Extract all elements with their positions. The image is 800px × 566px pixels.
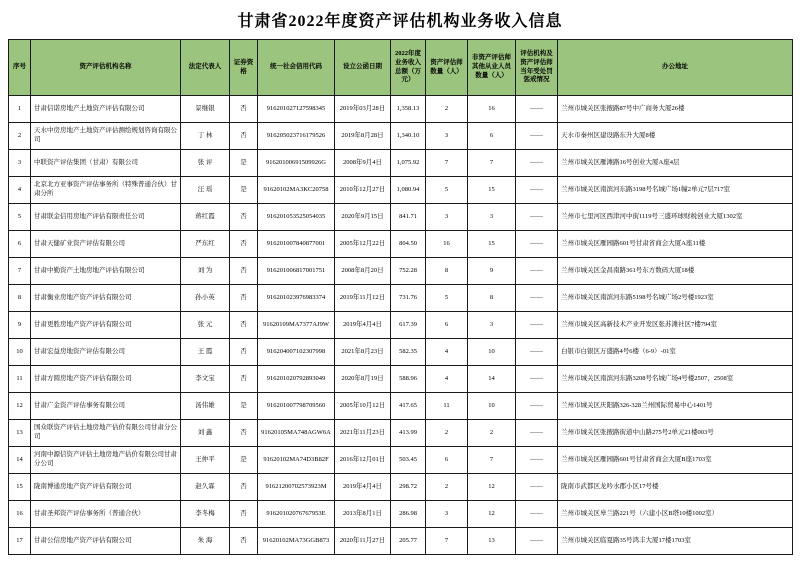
cell-legal-rep: 李冬梅 xyxy=(181,501,230,528)
cell-punishment-status: —— xyxy=(516,177,558,204)
cell-credit-code: 91620102MA3KC20758 xyxy=(258,177,335,204)
cell-org-name: 北京北方亚事资产评估事务所（特殊普通合伙）甘肃分所 xyxy=(31,177,181,204)
cell-appraiser-count: 5 xyxy=(426,177,468,204)
cell-securities-qualification: 否 xyxy=(230,501,258,528)
cell-legal-rep: 刘 为 xyxy=(181,258,230,285)
cell-appraiser-count: 3 xyxy=(426,123,468,150)
cell-appraiser-count: 4 xyxy=(426,366,468,393)
cell-establish-date: 2020年8月19日 xyxy=(335,366,391,393)
table-body xyxy=(9,96,793,555)
cell-securities-qualification: 否 xyxy=(230,528,258,555)
cell-org-name: 甘肃公信房地产资产评估有限公司 xyxy=(31,528,181,555)
cell-securities-qualification: 是 xyxy=(230,177,258,204)
cell-office-address: 兰州市城关区南滨河东路5198号名城广场2号楼1923室 xyxy=(558,285,793,312)
cell-credit-code: 91620105MA748AGW6A xyxy=(258,420,335,447)
cell-legal-rep: 汤伟雄 xyxy=(181,393,230,420)
cell-establish-date: 2005年12月22日 xyxy=(335,231,391,258)
cell-credit-code: 916201006817001751 xyxy=(258,258,335,285)
cell-establish-date: 2010年12月27日 xyxy=(335,177,391,204)
business-income-table xyxy=(8,39,793,555)
cell-securities-qualification: 否 xyxy=(230,123,258,150)
table-row xyxy=(9,258,793,285)
cell-securities-qualification: 是 xyxy=(230,447,258,474)
cell-securities-qualification: 否 xyxy=(230,231,258,258)
cell-appraiser-count: 3 xyxy=(426,501,468,528)
cell-securities-qualification: 否 xyxy=(230,339,258,366)
cell-punishment-status: —— xyxy=(516,393,558,420)
cell-org-name: 甘肃信诺房地产土地资产评估有限公司 xyxy=(31,96,181,123)
cell-other-staff-count: 3 xyxy=(468,204,516,231)
cell-other-staff-count: 15 xyxy=(468,177,516,204)
cell-appraiser-count: 2 xyxy=(426,474,468,501)
cell-office-address: 兰州市城关区雁园路601号甘肃省商会大厦A座11楼 xyxy=(558,231,793,258)
cell-org-name: 甘肃圣邦资产评估事务所（普通合伙） xyxy=(31,501,181,528)
cell-establish-date: 2019年4月4日 xyxy=(335,312,391,339)
cell-office-address: 兰州市城关区南滨河东路3198号名城广场1幢2单元7层717室 xyxy=(558,177,793,204)
cell-credit-code: 916201020792893049 xyxy=(258,366,335,393)
header-row xyxy=(9,40,793,96)
cell-credit-code: 91620102MA73GGB873 xyxy=(258,528,335,555)
cell-appraiser-count: 3 xyxy=(426,204,468,231)
page-title: 甘肃省2022年度资产评估机构业务收入信息 xyxy=(237,13,563,30)
cell-legal-rep: 李文宝 xyxy=(181,366,230,393)
cell-establish-date: 2020年11月27日 xyxy=(335,528,391,555)
cell-office-address: 兰州市城关区张掖路87号中广商务大厦26楼 xyxy=(558,96,793,123)
cell-org-name: 甘肃联金信用房地产评估有限责任公司 xyxy=(31,204,181,231)
cell-income-total: 1,358.13 xyxy=(391,96,426,123)
table-row xyxy=(9,204,793,231)
cell-org-name: 国众联资产评估土地房地产估价有限公司甘肃分公司 xyxy=(31,420,181,447)
cell-other-staff-count: 6 xyxy=(468,123,516,150)
table-row xyxy=(9,285,793,312)
cell-office-address: 白银市白银区万盛路4号6楼（6-9）-01室 xyxy=(558,339,793,366)
cell-other-staff-count: 8 xyxy=(468,285,516,312)
cell-legal-rep: 丁 林 xyxy=(181,123,230,150)
column-header: 序号 xyxy=(9,40,31,96)
cell-securities-qualification: 否 xyxy=(230,285,258,312)
column-header: 评估机构及资产评估师当年受处罚惩戒情况 xyxy=(516,40,558,96)
cell-seq: 17 xyxy=(9,528,31,555)
cell-org-name: 甘肃中勤资产土地房地产评估有限公司 xyxy=(31,258,181,285)
cell-legal-rep: 蒋红霞 xyxy=(181,204,230,231)
cell-seq: 8 xyxy=(9,285,31,312)
cell-income-total: 417.65 xyxy=(391,393,426,420)
cell-income-total: 503.45 xyxy=(391,447,426,474)
column-header: 非资产评估师其他从业人员数量（人） xyxy=(468,40,516,96)
table-row xyxy=(9,420,793,447)
cell-establish-date: 2008年9月4日 xyxy=(335,150,391,177)
cell-punishment-status: —— xyxy=(516,150,558,177)
cell-other-staff-count: 9 xyxy=(468,258,516,285)
cell-punishment-status: —— xyxy=(516,366,558,393)
cell-seq: 3 xyxy=(9,150,31,177)
cell-securities-qualification: 否 xyxy=(230,258,258,285)
cell-income-total: 286.98 xyxy=(391,501,426,528)
cell-punishment-status: —— xyxy=(516,447,558,474)
cell-seq: 6 xyxy=(9,231,31,258)
cell-appraiser-count: 6 xyxy=(426,312,468,339)
cell-credit-code: 91620100691509926G xyxy=(258,150,335,177)
cell-establish-date: 2020年9月15日 xyxy=(335,204,391,231)
cell-other-staff-count: 3 xyxy=(468,312,516,339)
cell-credit-code: 916201053525054035 xyxy=(258,204,335,231)
cell-credit-code: 916201007840877001 xyxy=(258,231,335,258)
cell-establish-date: 2016年12月01日 xyxy=(335,447,391,474)
table-row xyxy=(9,501,793,528)
cell-appraiser-count: 2 xyxy=(426,420,468,447)
column-header: 办公地址 xyxy=(558,40,793,96)
cell-credit-code: 91620102076767953E xyxy=(258,501,335,528)
cell-other-staff-count: 10 xyxy=(468,393,516,420)
cell-appraiser-count: 6 xyxy=(426,447,468,474)
table-row xyxy=(9,528,793,555)
cell-punishment-status: —— xyxy=(516,420,558,447)
cell-other-staff-count: 2 xyxy=(468,420,516,447)
cell-income-total: 841.71 xyxy=(391,204,426,231)
cell-seq: 14 xyxy=(9,447,31,474)
cell-punishment-status: —— xyxy=(516,474,558,501)
cell-office-address: 兰州市城关区金昌南路361号东方数码大厦18楼 xyxy=(558,258,793,285)
cell-office-address: 兰州市城关区雁滩路16号创业大厦A座4层 xyxy=(558,150,793,177)
cell-punishment-status: —— xyxy=(516,231,558,258)
cell-other-staff-count: 7 xyxy=(468,150,516,177)
column-header: 资产评估机构名称 xyxy=(31,40,181,96)
cell-punishment-status: —— xyxy=(516,96,558,123)
cell-office-address: 兰州市城关区南滨河东路3208号名城广场4号楼2507、2508室 xyxy=(558,366,793,393)
cell-income-total: 752.28 xyxy=(391,258,426,285)
cell-securities-qualification: 是 xyxy=(230,150,258,177)
cell-office-address: 兰州市城关区高新技术产业开发区张苏滩社区7楼794室 xyxy=(558,312,793,339)
column-header: 设立公函日期 xyxy=(335,40,391,96)
cell-legal-rep: 张 元 xyxy=(181,312,230,339)
cell-appraiser-count: 11 xyxy=(426,393,468,420)
cell-seq: 2 xyxy=(9,123,31,150)
cell-establish-date: 2021年11月23日 xyxy=(335,420,391,447)
table-header xyxy=(9,40,793,96)
cell-establish-date: 2005年10月12日 xyxy=(335,393,391,420)
cell-credit-code: 916205023716179526 xyxy=(258,123,335,150)
cell-legal-rep: 赵久霖 xyxy=(181,474,230,501)
cell-appraiser-count: 8 xyxy=(426,258,468,285)
cell-seq: 15 xyxy=(9,474,31,501)
cell-establish-date: 2013年8月1日 xyxy=(335,501,391,528)
cell-org-name: 甘肃广金资产评估事务有限公司 xyxy=(31,393,181,420)
cell-income-total: 298.72 xyxy=(391,474,426,501)
cell-other-staff-count: 12 xyxy=(468,501,516,528)
cell-office-address: 天水市秦州区建设路东升大厦8楼 xyxy=(558,123,793,150)
cell-appraiser-count: 7 xyxy=(426,528,468,555)
cell-legal-rep: 严东红 xyxy=(181,231,230,258)
cell-office-address: 兰州市七里河区西津河中街1119号三盛环球财税创业大厦1302室 xyxy=(558,204,793,231)
table-row xyxy=(9,393,793,420)
cell-securities-qualification: 否 xyxy=(230,366,258,393)
cell-appraiser-count: 2 xyxy=(426,96,468,123)
cell-credit-code: 91620102MA74D3B82F xyxy=(258,447,335,474)
cell-org-name: 甘肃更胜房地产资产评估有限公司 xyxy=(31,312,181,339)
table-row xyxy=(9,150,793,177)
cell-other-staff-count: 10 xyxy=(468,339,516,366)
cell-punishment-status: —— xyxy=(516,258,558,285)
table-row xyxy=(9,474,793,501)
table-row xyxy=(9,312,793,339)
cell-punishment-status: —— xyxy=(516,339,558,366)
cell-org-name: 甘肃衡业房地产资产评估有限公司 xyxy=(31,285,181,312)
cell-income-total: 804.50 xyxy=(391,231,426,258)
cell-org-name: 陇南博通房地产资产评估有限公司 xyxy=(31,474,181,501)
cell-income-total: 582.35 xyxy=(391,339,426,366)
cell-seq: 12 xyxy=(9,393,31,420)
cell-establish-date: 2019年11月12日 xyxy=(335,285,391,312)
table-row xyxy=(9,366,793,393)
cell-seq: 16 xyxy=(9,501,31,528)
cell-securities-qualification: 否 xyxy=(230,474,258,501)
cell-income-total: 1,340.10 xyxy=(391,123,426,150)
cell-securities-qualification: 是 xyxy=(230,393,258,420)
cell-other-staff-count: 7 xyxy=(468,447,516,474)
cell-other-staff-count: 13 xyxy=(468,528,516,555)
cell-credit-code: 916201023976983374 xyxy=(258,285,335,312)
cell-office-address: 兰州市城关区皋兰路221号（六建小区B塔10楼1002室） xyxy=(558,501,793,528)
column-header: 统一社会信用代码 xyxy=(258,40,335,96)
cell-other-staff-count: 12 xyxy=(468,474,516,501)
cell-appraiser-count: 5 xyxy=(426,285,468,312)
cell-office-address: 陇南市武都区龙吟水郡小区17号楼 xyxy=(558,474,793,501)
cell-securities-qualification: 否 xyxy=(230,312,258,339)
cell-seq: 10 xyxy=(9,339,31,366)
cell-legal-rep: 汪 瑶 xyxy=(181,177,230,204)
table-row xyxy=(9,447,793,474)
cell-punishment-status: —— xyxy=(516,123,558,150)
cell-income-total: 588.96 xyxy=(391,366,426,393)
cell-org-name: 甘肃宏益房地资产评估有限公司 xyxy=(31,339,181,366)
table-row xyxy=(9,231,793,258)
cell-seq: 9 xyxy=(9,312,31,339)
column-header: 资产评估师数量（人） xyxy=(426,40,468,96)
cell-securities-qualification: 否 xyxy=(230,204,258,231)
cell-office-address: 兰州市城关区庆阳路326-328兰州国际贸易中心1401号 xyxy=(558,393,793,420)
cell-seq: 11 xyxy=(9,366,31,393)
column-header: 法定代表人 xyxy=(181,40,230,96)
table-row xyxy=(9,96,793,123)
cell-credit-code: 916201007798709560 xyxy=(258,393,335,420)
cell-credit-code: 91621200702573923M xyxy=(258,474,335,501)
cell-org-name: 天水中房房地产土地资产评估测绘规划咨询有限公司 xyxy=(31,123,181,150)
cell-appraiser-count: 16 xyxy=(426,231,468,258)
cell-other-staff-count: 16 xyxy=(468,96,516,123)
cell-seq: 7 xyxy=(9,258,31,285)
cell-legal-rep: 朱 海 xyxy=(181,528,230,555)
cell-income-total: 1,080.94 xyxy=(391,177,426,204)
cell-establish-date: 2019年8月28日 xyxy=(335,123,391,150)
cell-punishment-status: —— xyxy=(516,501,558,528)
table-row xyxy=(9,177,793,204)
cell-org-name: 甘肃方圆房地产资产评估有限公司 xyxy=(31,366,181,393)
cell-establish-date: 2019年03月28日 xyxy=(335,96,391,123)
cell-securities-qualification: 否 xyxy=(230,420,258,447)
column-header: 2022年度业务收入总额（万元） xyxy=(391,40,426,96)
cell-appraiser-count: 7 xyxy=(426,150,468,177)
cell-establish-date: 2008年8月20日 xyxy=(335,258,391,285)
cell-other-staff-count: 14 xyxy=(468,366,516,393)
cell-income-total: 1,075.92 xyxy=(391,150,426,177)
cell-legal-rep: 刘 鑫 xyxy=(181,420,230,447)
cell-punishment-status: —— xyxy=(516,285,558,312)
cell-office-address: 兰州市城关区雁园路601号甘肃省商会大厦B座1703室 xyxy=(558,447,793,474)
cell-org-name: 河南中源信资产评估土地房地产估价有限公司甘肃分公司 xyxy=(31,447,181,474)
cell-punishment-status: —— xyxy=(516,528,558,555)
table-row xyxy=(9,339,793,366)
cell-seq: 13 xyxy=(9,420,31,447)
cell-punishment-status: —— xyxy=(516,204,558,231)
cell-org-name: 中联资产评估集团（甘肃）有限公司 xyxy=(31,150,181,177)
cell-seq: 1 xyxy=(9,96,31,123)
cell-punishment-status: —— xyxy=(516,312,558,339)
cell-securities-qualification: 否 xyxy=(230,96,258,123)
cell-office-address: 兰州市城关区张掖路街道中山路275号2单元21楼003号 xyxy=(558,420,793,447)
cell-seq: 4 xyxy=(9,177,31,204)
cell-credit-code: 916204007102307998 xyxy=(258,339,335,366)
cell-legal-rep: 孙小英 xyxy=(181,285,230,312)
cell-income-total: 413.99 xyxy=(391,420,426,447)
cell-other-staff-count: 15 xyxy=(468,231,516,258)
cell-legal-rep: 王仲平 xyxy=(181,447,230,474)
cell-org-name: 甘肃天健矿业资产评估有限公司 xyxy=(31,231,181,258)
cell-seq: 5 xyxy=(9,204,31,231)
cell-legal-rep: 王 霞 xyxy=(181,339,230,366)
cell-appraiser-count: 4 xyxy=(426,339,468,366)
cell-legal-rep: 景继银 xyxy=(181,96,230,123)
table-row xyxy=(9,123,793,150)
cell-income-total: 731.76 xyxy=(391,285,426,312)
cell-income-total: 205.77 xyxy=(391,528,426,555)
cell-credit-code: 91620109MA7377AJ9W xyxy=(258,312,335,339)
column-header: 证券资格 xyxy=(230,40,258,96)
cell-establish-date: 2021年8月23日 xyxy=(335,339,391,366)
cell-income-total: 617.39 xyxy=(391,312,426,339)
cell-credit-code: 916201027127598345 xyxy=(258,96,335,123)
cell-office-address: 兰州市城关区临夏路35号鸿丰大厦17楼1703室 xyxy=(558,528,793,555)
cell-establish-date: 2019年4月4日 xyxy=(335,474,391,501)
cell-legal-rep: 张 评 xyxy=(181,150,230,177)
